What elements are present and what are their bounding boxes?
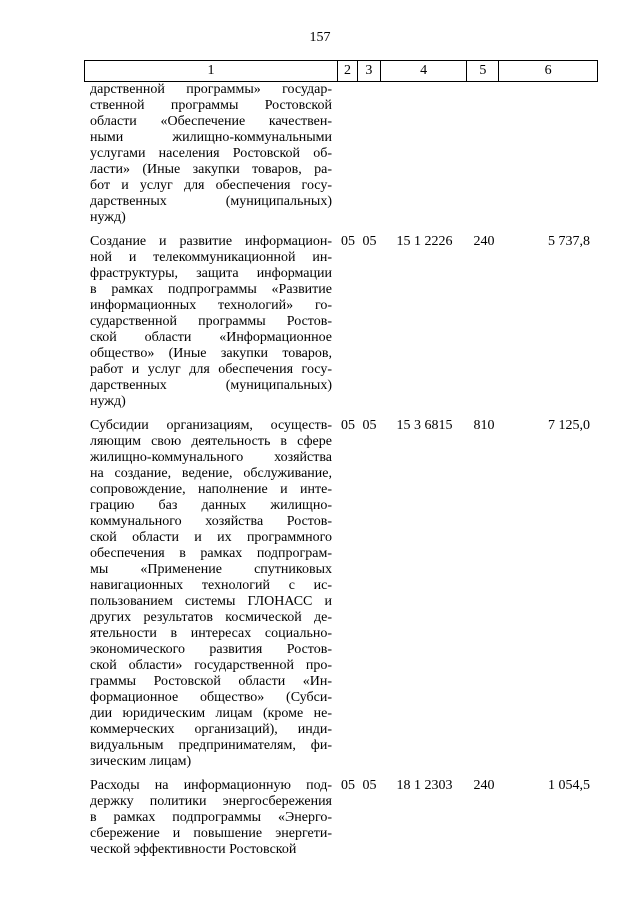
description-line: работ и услуг для обеспечения госу- <box>90 362 332 377</box>
description-line: дарственной программы» государ- <box>90 82 332 97</box>
description-line: Расходы на информационную под- <box>90 778 332 793</box>
description-line: формационное общество» (Субси- <box>90 690 332 705</box>
row-c2: 05 <box>341 234 355 249</box>
row-c4 <box>381 82 468 226</box>
row-c6: 5 737,8 <box>548 234 590 249</box>
page-number: 157 <box>309 30 331 45</box>
description-line: в рамках подпрограммы «Энерго- <box>90 810 332 825</box>
description-line: мы «Применение спутниковых <box>90 562 332 577</box>
description-line: пользованием системы ГЛОНАСС и <box>90 594 332 609</box>
row-spacer <box>84 410 598 418</box>
row-c6: 7 125,0 <box>548 418 590 433</box>
description-line: информационных технологий» го- <box>90 298 332 313</box>
row-c4: 15 3 6815 <box>396 418 453 433</box>
header-col-5: 5 <box>467 61 499 81</box>
row-c4: 15 1 2226 <box>396 234 453 249</box>
description-line: навигационных технологий с ис- <box>90 578 332 593</box>
description-line: других результатов космической де- <box>90 610 332 625</box>
header-col-6: 6 <box>544 63 552 78</box>
description-line: экономического развития Ростов- <box>90 642 332 657</box>
description-line: бот и услуг для обеспечения госу- <box>90 178 332 193</box>
description-line: нужд) <box>90 210 126 225</box>
description-line: сударственной программы Ростов- <box>90 314 332 329</box>
description-line: дии юридическим лицам (кроме не- <box>90 706 332 721</box>
header-col-3: 3 <box>358 61 381 81</box>
row-description <box>84 82 338 226</box>
description-line: ственной программы Ростовской <box>90 98 332 113</box>
description-line: услугами населения Ростовской об- <box>90 146 332 161</box>
row-c3 <box>358 82 381 226</box>
row-description <box>84 234 338 410</box>
description-line: видуальным предпринимателям, фи- <box>90 738 332 753</box>
description-line: общество» (Иные закупки товаров, <box>90 346 332 361</box>
description-line: ской области» государственной про- <box>90 658 332 673</box>
row-c6 <box>500 82 598 226</box>
row-c5 <box>468 82 500 226</box>
row-c2: 05 <box>341 418 355 433</box>
description-line: ласти» (Иные закупки товаров, ра- <box>90 162 332 177</box>
row-description <box>84 418 338 770</box>
row-c5: 240 <box>473 234 495 249</box>
description-line: ятельности в интересах социально- <box>90 626 332 641</box>
description-line: коммерческих организаций), инди- <box>90 722 332 737</box>
table-row <box>84 418 598 770</box>
description-line: ческой эффективности Ростовской <box>90 842 297 857</box>
row-c5: 810 <box>473 418 495 433</box>
description-line: фраструктуры, защита информации <box>90 266 332 281</box>
description-line: области «Обеспечение качествен- <box>90 114 332 129</box>
table-row <box>84 82 598 226</box>
description-line: обеспечения в рамках подпрограм- <box>90 546 332 561</box>
row-c2 <box>338 82 358 226</box>
row-c5: 240 <box>473 778 495 793</box>
table-body <box>84 82 598 858</box>
row-c2: 05 <box>341 778 355 793</box>
row-c3: 05 <box>362 778 377 793</box>
row-spacer <box>84 770 598 778</box>
description-line: нужд) <box>90 394 126 409</box>
row-c3: 05 <box>362 418 377 433</box>
description-line: ской области и их программного <box>90 530 332 545</box>
table-row <box>84 234 598 410</box>
description-line: коммунального хозяйства Ростов- <box>90 514 332 529</box>
row-c3: 05 <box>362 234 377 249</box>
header-col-1: 1 <box>85 61 338 81</box>
header-col-4: 4 <box>381 61 468 81</box>
table-row <box>84 778 598 858</box>
description-line: ной и телекоммуникационной ин- <box>90 250 332 265</box>
budget-table <box>84 60 598 858</box>
description-line: Субсидии организациям, осуществ- <box>90 418 332 433</box>
description-line: в рамках подпрограммы «Развитие <box>90 282 332 297</box>
description-line: граммы Ростовской области «Ин- <box>90 674 332 689</box>
description-line: держку политики энергосбережения <box>90 794 332 809</box>
description-line: дарственных (муниципальных) <box>90 194 332 209</box>
row-c4: 18 1 2303 <box>396 778 453 793</box>
description-line: ными жилищно-коммунальными <box>90 130 332 145</box>
description-line: грацию баз данных жилищно- <box>90 498 332 513</box>
row-spacer <box>84 226 598 234</box>
description-line: сбережение и повышение энергети- <box>90 826 332 841</box>
description-line: ляющим свою деятельность в сфере <box>90 434 332 449</box>
description-line: жилищно-коммунального хозяйства <box>90 450 332 465</box>
description-line: дарственных (муниципальных) <box>90 378 332 393</box>
row-description <box>84 778 338 858</box>
header-col-2: 2 <box>338 61 358 81</box>
description-line: на создание, ведение, обслуживание, <box>90 466 332 481</box>
description-line: зическим лицам) <box>90 754 192 769</box>
row-c6: 1 054,5 <box>548 778 590 793</box>
table-header-row <box>84 60 598 82</box>
description-line: Создание и развитие информацион- <box>90 234 332 249</box>
description-line: сопровождение, наполнение и инте- <box>90 482 332 497</box>
description-line: ской области «Информационное <box>90 330 332 345</box>
